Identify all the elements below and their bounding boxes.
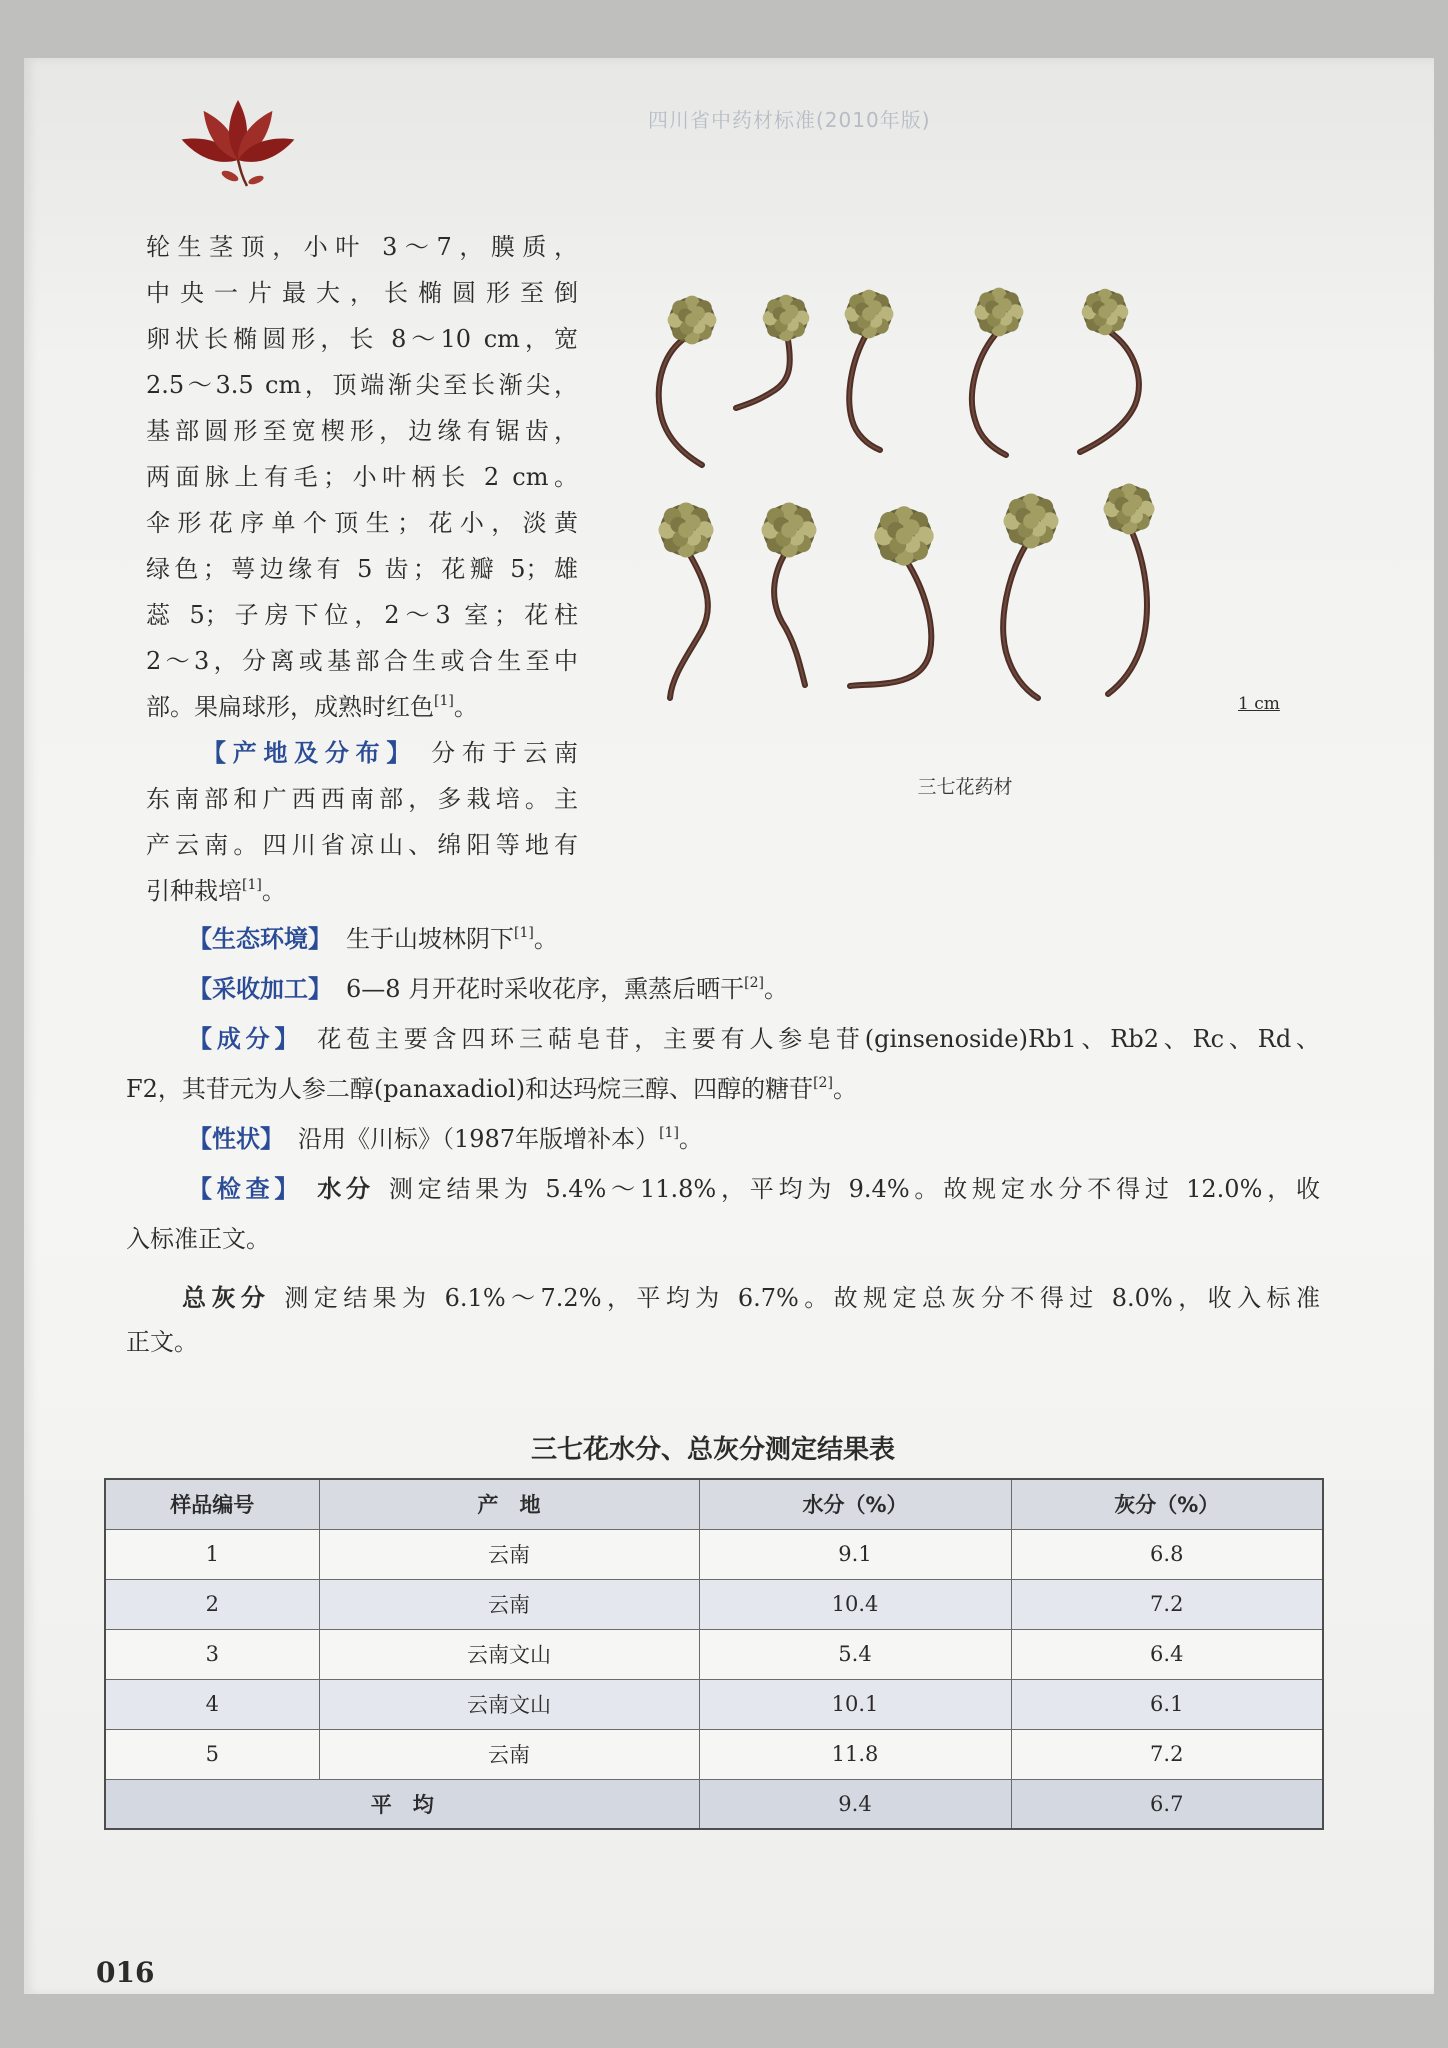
sections-block [126, 914, 1320, 1264]
flower-head [1104, 484, 1155, 535]
flower-specimen [1003, 494, 1058, 699]
cell-ash: 6.8 [1011, 1529, 1323, 1579]
flower-head-texture [781, 522, 797, 538]
flower-head [874, 506, 933, 565]
flower-head [659, 503, 714, 558]
cell-sample-no: 4 [105, 1679, 319, 1729]
cell-origin: 云南 [319, 1729, 699, 1779]
flower-specimen [850, 506, 934, 686]
small-leaf [247, 174, 264, 186]
total-ash-block [126, 1276, 1320, 1364]
flower-head-texture [1023, 513, 1039, 529]
section-label-composition: 【成分】 [188, 1025, 304, 1053]
reference-marker: [1] [242, 877, 262, 893]
text-segment: 花苞主要含四环三萜皂苷，主要有人参皂苷(ginsenoside)Rb1、Rb2、Rc、Rd、 [317, 1025, 1321, 1053]
leaf-logo-icon [176, 82, 300, 190]
flower-head-texture [992, 305, 1006, 319]
text-segment: 分布于云南 [431, 739, 579, 767]
flower-head-texture [678, 522, 694, 538]
section-label-harvest: 【采收加工】 [188, 975, 332, 1003]
flower-head [762, 503, 817, 558]
text-segment: 。 [678, 1125, 703, 1153]
text-segment: 测定结果为 5.4%～11.8%，平均为 9.4%。故规定水分不得过 12.0%，收 [388, 1175, 1320, 1203]
cell-origin: 云南文山 [319, 1679, 699, 1729]
flower-specimen [659, 296, 717, 465]
characters-line [126, 1114, 1320, 1164]
text-line: 两面脉上有毛；小叶柄长 2 cm。 [146, 463, 578, 491]
cell-average-moisture: 9.4 [699, 1779, 1011, 1829]
text-segment: 部。果扁球形，成熟时红色 [146, 693, 434, 721]
text-line: 绿色；萼边缘有 5 齿；花瓣 5；雄 [146, 555, 578, 583]
flower-stem-highlight [972, 335, 1006, 455]
figure-caption: 三七花药材 [917, 776, 1013, 798]
header-origin: 产 地 [319, 1479, 699, 1529]
section-label-distribution: 【产地及分布】 [202, 739, 418, 767]
text-line: 蕊 5；子房下位，2～3 室；花柱 [146, 601, 578, 629]
flower-stem [972, 335, 1006, 455]
section-label-inspection: 【检查】 [188, 1175, 304, 1203]
cell-sample-no: 1 [105, 1529, 319, 1579]
specimen-photo [640, 280, 1320, 720]
results-table [104, 1478, 1324, 1830]
distribution-heading-line [146, 730, 578, 776]
flower-specimen [1104, 484, 1155, 695]
total-ash-label: 总灰分 [182, 1284, 271, 1312]
flower-stem-highlight [1003, 545, 1038, 698]
text-line: 卵状长椭圆形，长 8～10 cm，宽 [146, 325, 578, 353]
composition-line [126, 1014, 1320, 1064]
flower-specimen [659, 503, 714, 699]
flower-specimen [972, 288, 1023, 455]
text-segment: 生于山坡林阴下 [346, 925, 514, 953]
page-number: 016 [96, 1956, 155, 1989]
header-ash: 灰分（%） [1011, 1479, 1323, 1529]
table-average-row [105, 1779, 1323, 1829]
cell-ash: 7.2 [1011, 1579, 1323, 1629]
text-line: 产云南。四川省凉山、绵阳等地有 [146, 831, 578, 859]
cell-ash: 6.4 [1011, 1629, 1323, 1679]
cell-origin: 云南 [319, 1529, 699, 1579]
text-line: 入标准正文。 [126, 1225, 270, 1253]
total-ash-line [126, 1276, 1320, 1320]
cell-sample-no: 5 [105, 1729, 319, 1779]
text-line: 中央一片最大，长椭圆形至倒 [146, 279, 578, 307]
cell-origin: 云南 [319, 1579, 699, 1629]
text-segment: 。 [533, 925, 558, 953]
flower-head [1004, 494, 1059, 549]
table-row [105, 1679, 1323, 1729]
small-leaf [220, 169, 240, 184]
table-header-row [105, 1479, 1323, 1529]
flower-stem-highlight [849, 335, 880, 450]
flower-specimen [762, 503, 817, 686]
composition-line [126, 1064, 1320, 1114]
text-segment: 引种栽培 [146, 877, 242, 905]
harvest-line [126, 964, 1320, 1014]
text-segment: 。 [261, 877, 286, 905]
text-segment: F2，其苷元为人参二醇(panaxadiol)和达玛烷三醇、四醇的糖苷 [126, 1075, 814, 1103]
text-segment: 测定结果为 6.1%～7.2%，平均为 6.7%。故规定总灰分不得过 8.0%，收入标准 [284, 1284, 1320, 1312]
cell-moisture: 11.8 [699, 1729, 1011, 1779]
cell-ash: 7.2 [1011, 1729, 1323, 1779]
flower-head-texture [1098, 305, 1111, 318]
scale-bar-label: 1 cm [1238, 694, 1280, 714]
section-label-ecology: 【生态环境】 [188, 925, 332, 953]
flower-head [845, 290, 894, 339]
table-row [105, 1529, 1323, 1579]
inspection-line [126, 1164, 1320, 1214]
flower-stem [659, 338, 702, 465]
leaf-cluster [179, 100, 298, 168]
cell-ash: 6.1 [1011, 1679, 1323, 1729]
reference-marker: [2] [813, 1075, 833, 1091]
flower-head [668, 296, 717, 345]
cell-average-label: 平 均 [105, 1779, 699, 1829]
cell-origin: 云南文山 [319, 1629, 699, 1679]
cell-moisture: 10.1 [699, 1679, 1011, 1729]
flower-head-texture [685, 313, 699, 327]
reference-marker: [1] [659, 1125, 679, 1141]
leaf-stem [238, 160, 247, 186]
flower-head-texture [779, 311, 792, 324]
text-line: 轮生茎顶，小叶 3～7，膜质， [146, 233, 578, 261]
text-line: 正文。 [126, 1328, 198, 1356]
table-row [105, 1579, 1323, 1629]
text-line: 2～3，分离或基部合生或合生至中 [146, 647, 578, 675]
text-segment: 。 [453, 693, 478, 721]
flower-head-texture [862, 307, 876, 321]
text-line: 东南部和广西西南部，多栽培。主 [146, 785, 578, 813]
running-title: 四川省中药材标准(2010年版) [648, 108, 931, 132]
cell-moisture: 10.4 [699, 1579, 1011, 1629]
text-line [146, 684, 578, 730]
flower-stem-highlight [736, 340, 790, 408]
reference-marker: [1] [434, 693, 454, 709]
description-column [146, 224, 578, 914]
flower-head-texture [896, 528, 913, 545]
cell-sample-no: 2 [105, 1579, 319, 1629]
flower-stem [849, 335, 880, 450]
flower-head-texture [1122, 502, 1136, 516]
moisture-label: 水分 [317, 1175, 375, 1203]
text-line: 伞形花序单个顶生；花小，淡黄 [146, 509, 578, 537]
section-label-characters: 【性状】 [188, 1125, 284, 1153]
cell-moisture: 5.4 [699, 1629, 1011, 1679]
table-title: 三七花水分、总灰分测定结果表 [530, 1435, 895, 1465]
table-row [105, 1729, 1323, 1779]
ecology-line [126, 914, 1320, 964]
flower-specimen [1080, 289, 1139, 452]
cell-average-ash: 6.7 [1011, 1779, 1323, 1829]
header-sample-no: 样品编号 [105, 1479, 319, 1529]
flower-head [975, 288, 1024, 337]
flower-specimen [845, 290, 894, 450]
table-row [105, 1629, 1323, 1679]
text-segment: 沿用《川标》（1987年版增补本） [298, 1125, 660, 1153]
text-line: 2.5～3.5 cm，顶端渐尖至长渐尖， [146, 371, 578, 399]
reference-marker: [2] [744, 975, 765, 991]
text-line [146, 868, 578, 914]
flower-stem [850, 560, 931, 686]
text-segment: 。 [764, 975, 789, 1003]
text-segment: 6—8 月开花时采收花序，熏蒸后晒干 [346, 975, 745, 1003]
flower-head [763, 295, 810, 342]
cell-moisture: 9.1 [699, 1529, 1011, 1579]
flower-stem [1003, 545, 1038, 698]
header-moisture: 水分（%） [699, 1479, 1011, 1529]
flower-head [1082, 289, 1129, 336]
reference-marker: [1] [514, 925, 534, 941]
cell-sample-no: 3 [105, 1629, 319, 1679]
text-segment: 。 [832, 1075, 857, 1103]
flower-specimen [736, 295, 809, 408]
text-line: 基部圆形至宽楔形，边缘有锯齿， [146, 417, 578, 445]
